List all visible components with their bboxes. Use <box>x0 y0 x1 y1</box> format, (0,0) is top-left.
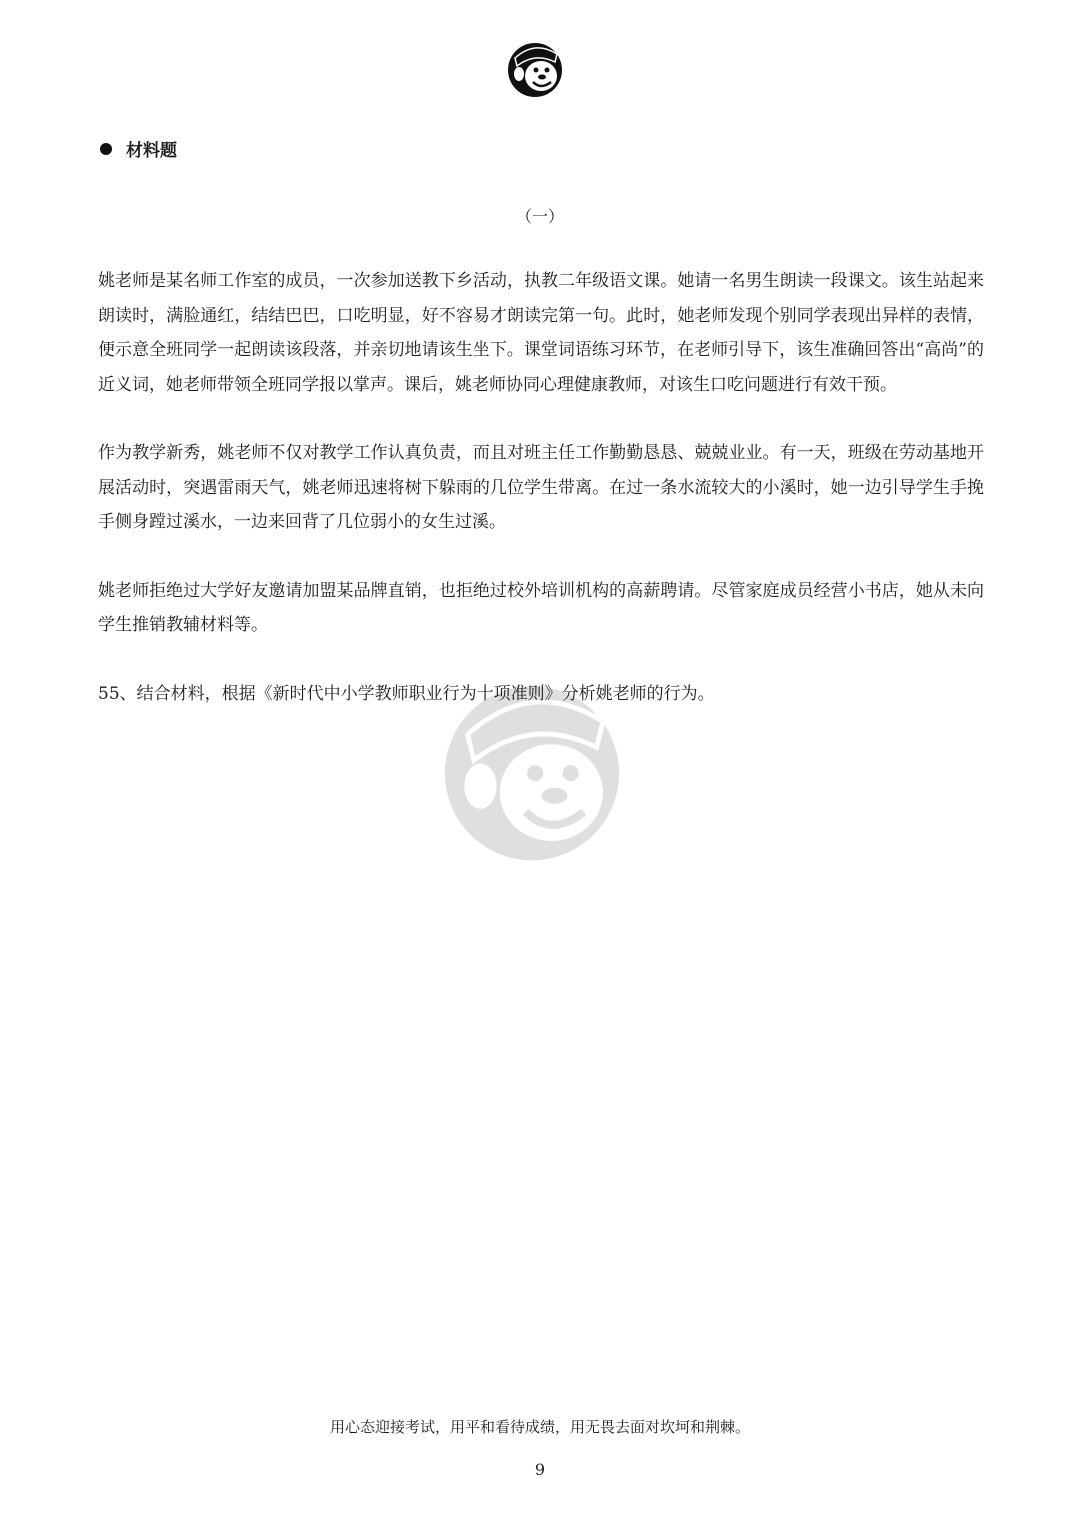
page-number: 9 <box>534 1460 546 1479</box>
section-heading <box>100 136 177 161</box>
footer-motto: 用心态迎接考试，用平和看待成绩，用无畏去面对坎坷和荆棘。 <box>329 1418 750 1436</box>
section-number: （一） <box>515 207 564 226</box>
bullet-dot-icon <box>100 143 112 155</box>
material-content <box>98 264 984 745</box>
section-heading-label: 材料题 <box>126 141 177 161</box>
monkey-mascot-icon <box>505 38 565 100</box>
material-paragraph-2: 作为教学新秀，姚老师不仅对教学工作认真负责，而且对班主任工作勤勤恳恳、兢兢业业。有一天，班级在劳动基地开展活动时，突遇雷雨天气，姚老师迅速将树下躲雨的几位学生带离。在过一条水流较大的小溪时，她一边引导学生手挽手侧身蹚过溪水，一边来回背了几位弱小的女生过溪。 <box>98 443 984 532</box>
material-paragraph-1: 姚老师是某名师工作室的成员，一次参加送教下乡活动，执教二年级语文课。她请一名男生朗读一段课文。该生站起来朗读时，满脸通红，结结巴巴，口吃明显，好不容易才朗读完第一句。此时，她老师发现个别同学表现出异样的表情，便示意全班同学一起朗读该段落，并亲切地请该生坐下。课堂词语练习环节，在老师引导下，该生准确回答出“高尚”的近义词，她老师带领全班同学报以掌声。课后，姚老师协同心理健康教师，对该生口吃问题进行有效干预。 <box>98 271 984 395</box>
question-text: 55、结合材料，根据《新时代中小学教师职业行为十项准则》分析姚老师的行为。 <box>98 683 715 704</box>
material-paragraph-3: 姚老师拒绝过大学好友邀请加盟某品牌直销，也拒绝过校外培训机构的高薪聘请。尽管家庭成员经营小书店，她从未向学生推销教辅材料等。 <box>98 580 984 635</box>
